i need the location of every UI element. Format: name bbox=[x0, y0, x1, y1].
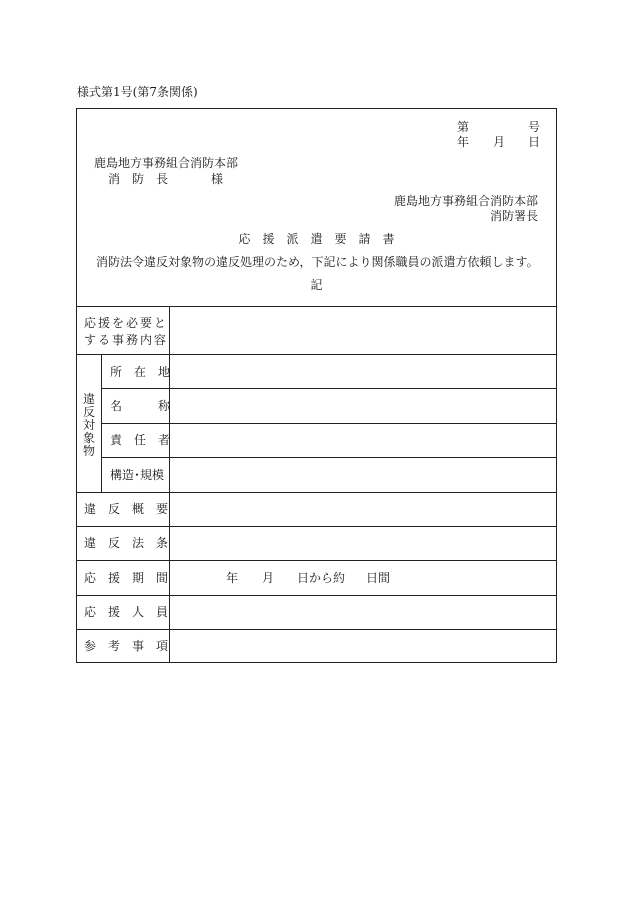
remarks-field[interactable] bbox=[170, 630, 555, 662]
support-period-label: 応 援 期 間 bbox=[84, 571, 169, 585]
name-label: 名 称 bbox=[110, 399, 171, 413]
violation-law-label: 違 反 法 条 bbox=[84, 536, 169, 550]
period-year: 年 bbox=[226, 571, 239, 585]
number-suffix: 号 bbox=[528, 120, 541, 134]
required-work-label-line2: す る 事 務 内 容 bbox=[84, 333, 166, 347]
period-days: 日間 bbox=[366, 571, 391, 585]
date-day: 日 bbox=[528, 135, 541, 149]
number-prefix: 第 bbox=[457, 120, 470, 134]
support-staff-label: 応 援 人 員 bbox=[84, 605, 169, 619]
addressee-title: 消 防 長 bbox=[108, 172, 169, 186]
sender-organization: 鹿島地方事務組合消防本部 bbox=[393, 194, 538, 208]
violation-law-field[interactable] bbox=[170, 527, 555, 560]
responsible-label: 責 任 者 bbox=[110, 433, 171, 447]
violation-summary-field[interactable] bbox=[170, 493, 555, 526]
violation-summary-label: 違 反 概 要 bbox=[84, 502, 169, 516]
ki-label: 記 bbox=[310, 278, 323, 292]
structure-field[interactable] bbox=[170, 458, 555, 491]
violation-object-group-label: 違 反 対 象 物 bbox=[82, 392, 95, 458]
required-work-field[interactable] bbox=[170, 307, 555, 353]
period-from-approx: 日から約 bbox=[297, 571, 346, 585]
document-title: 応 援 派 遣 要 請 書 bbox=[238, 232, 395, 246]
addressee-organization: 鹿島地方事務組合消防本部 bbox=[94, 156, 239, 170]
required-work-label-line1: 応 援 を 必 要 と bbox=[84, 316, 166, 330]
date-month: 月 bbox=[493, 135, 506, 149]
support-staff-field[interactable] bbox=[170, 596, 555, 629]
date-year: 年 bbox=[457, 135, 470, 149]
row-divider bbox=[77, 560, 556, 561]
name-field[interactable] bbox=[170, 389, 555, 422]
body-text: 消防法令違反対象物の違反処理のため，下記により関係職員の派遣方依頼します。 bbox=[96, 255, 539, 269]
sender-title: 消防署長 bbox=[489, 209, 538, 223]
remarks-label: 参 考 事 項 bbox=[84, 639, 169, 653]
period-month: 月 bbox=[262, 571, 275, 585]
form-number: 様式第1号(第7条関係) bbox=[77, 85, 198, 99]
location-field[interactable] bbox=[170, 355, 555, 388]
location-label: 所 在 地 bbox=[110, 365, 171, 379]
request-form-frame bbox=[76, 108, 557, 663]
addressee-honorific: 様 bbox=[211, 172, 224, 186]
responsible-field[interactable] bbox=[170, 424, 555, 457]
structure-label: 構造･規模 bbox=[110, 468, 165, 482]
group-column-divider bbox=[101, 354, 102, 492]
